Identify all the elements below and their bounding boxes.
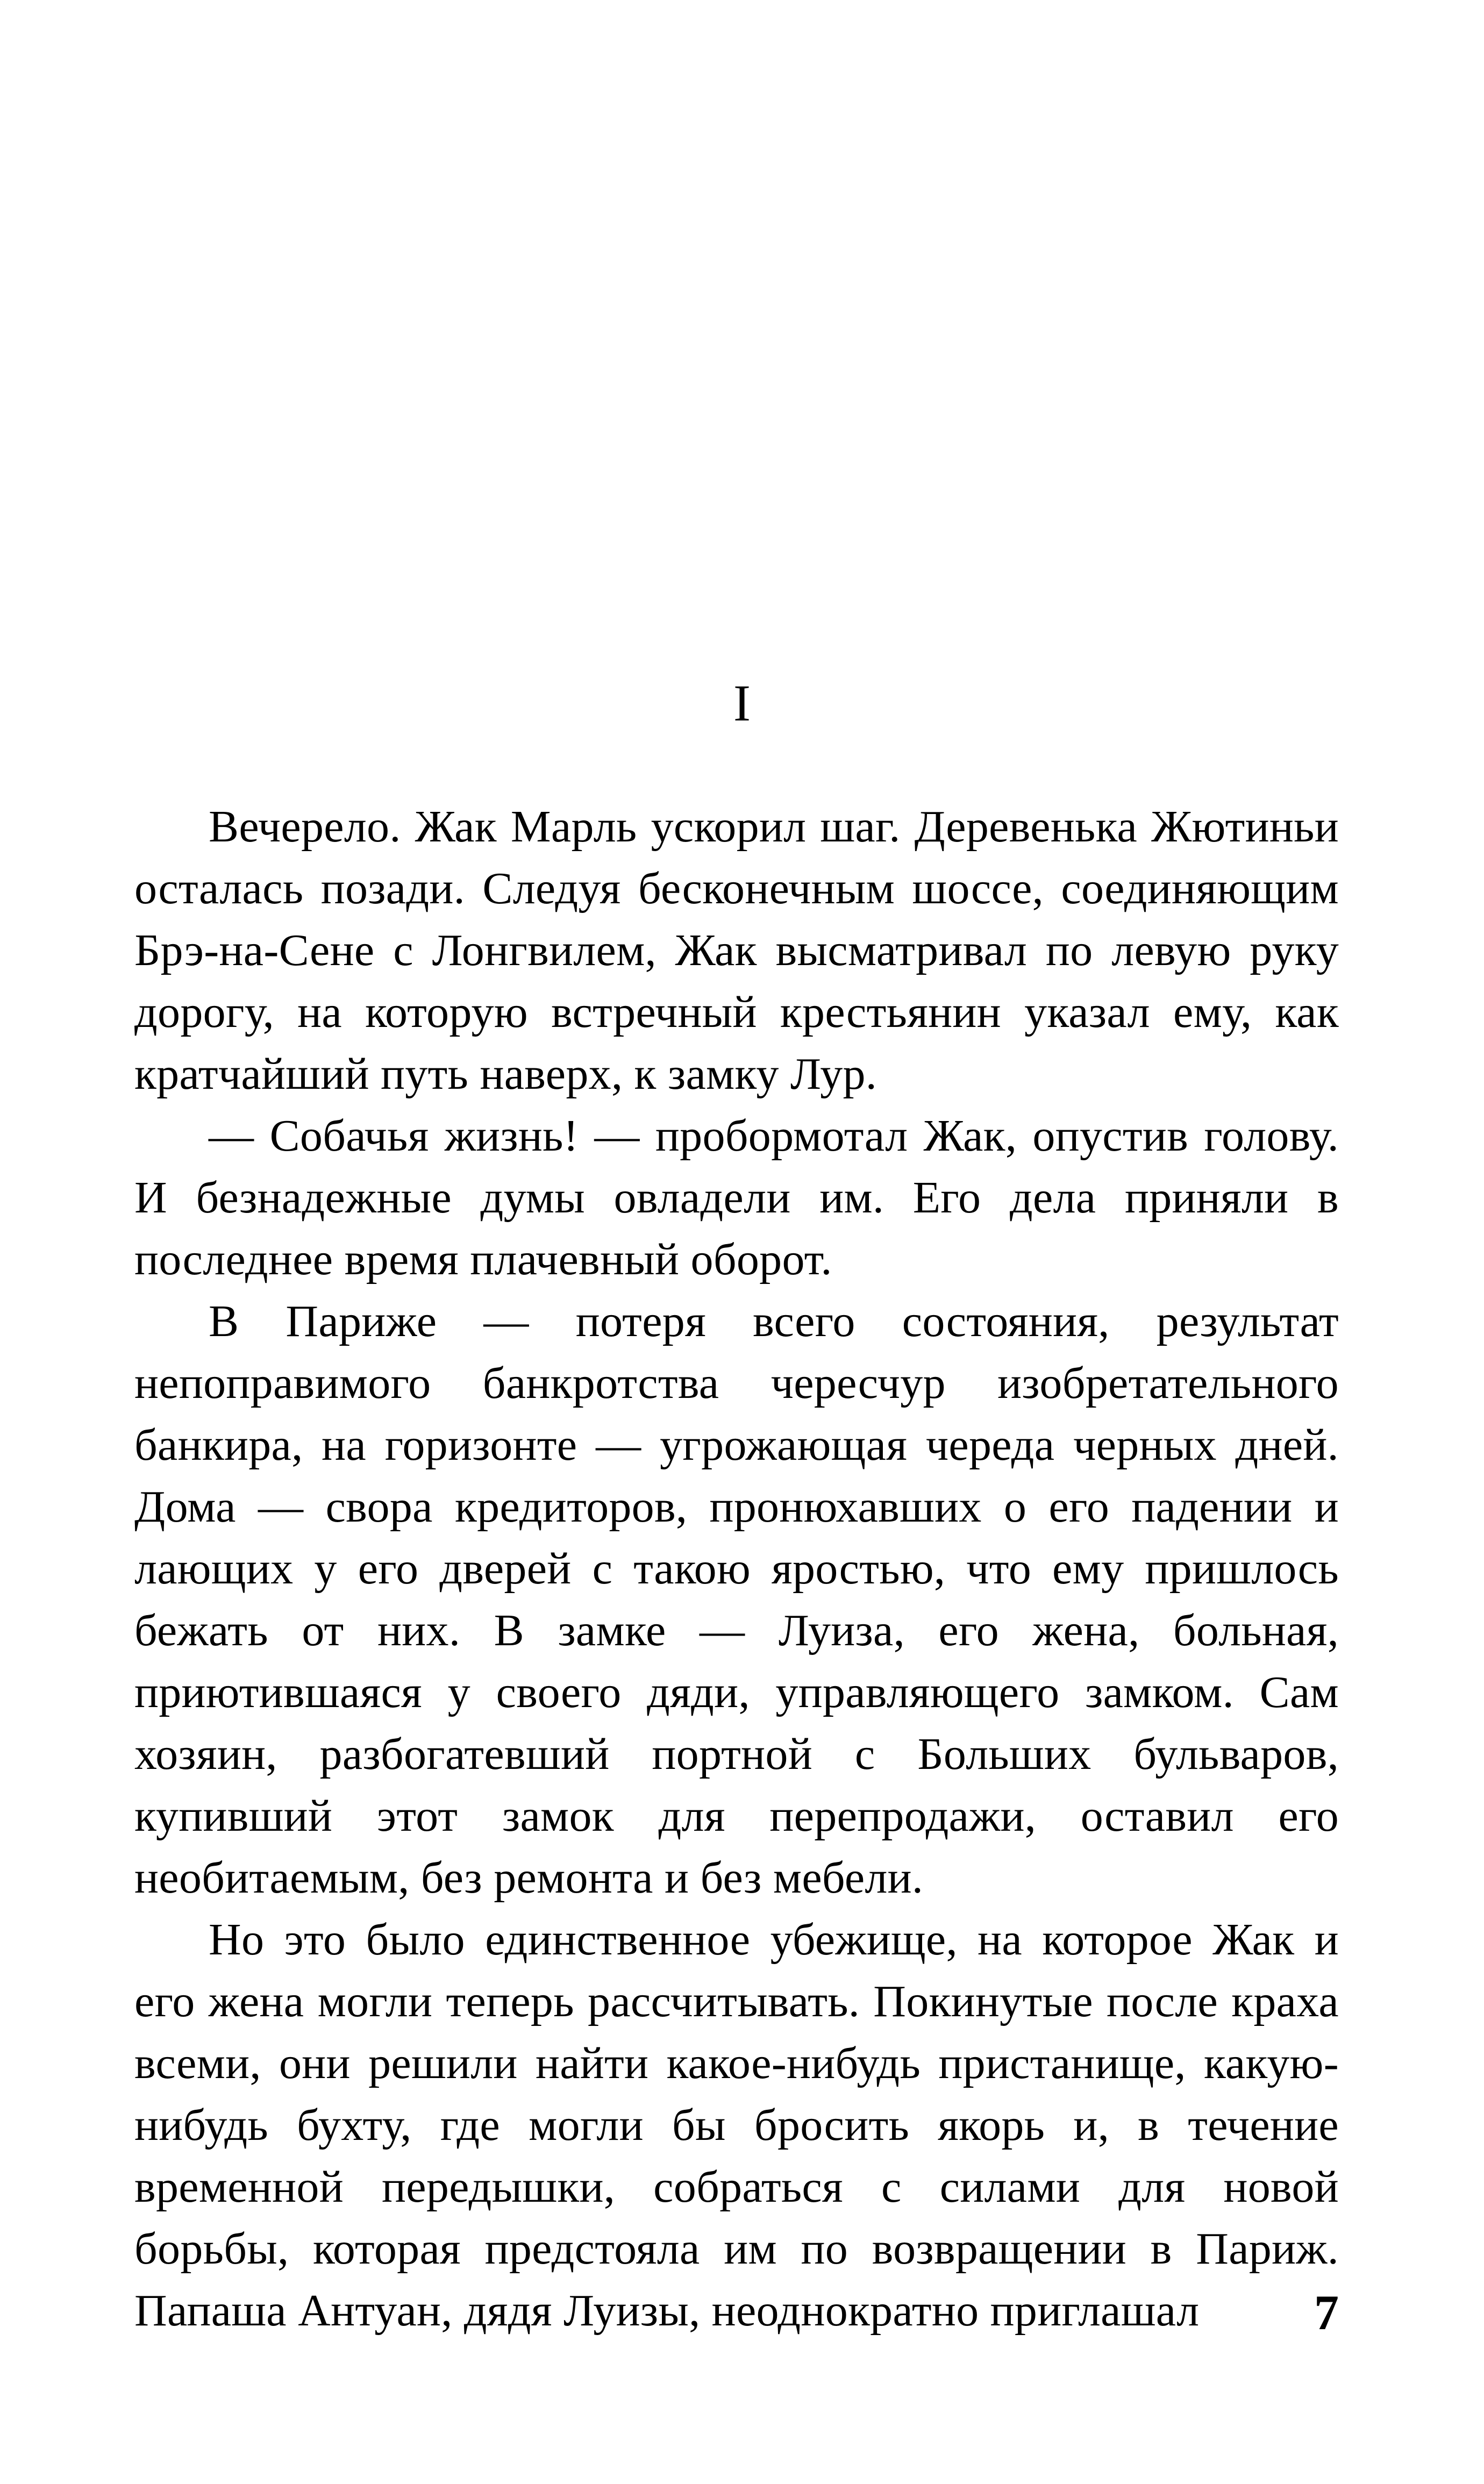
- body-text: [134, 796, 1339, 2342]
- paragraph: В Париже — потеря всего состояния, результат непоправимого банкротства чересчур изобретательного банкира, на горизонте — угрожающая череда черных дней. Дома — свора кредиторов, пронюхавших о его падении и лающих у его дверей с такою яростью, что ему пришлось бежать от них. В замке — Луиза, его жена, больная, приютившаяся у своего дяди, управляющего замком. Сам хозяин, разбогатевший портной с Больших бульваров, купивший этот замок для перепродажи, оставил его необитаемым, без ремонта и без мебели.: [134, 1296, 1339, 1903]
- paragraph: Вечерело. Жак Марль ускорил шаг. Деревенька Жютиньи осталась позади. Следуя бесконечным шоссе, соединяющим Брэ-на-Сене с Лонгвилем, Жак высматривал по левую руку дорогу, на которую встречный крестьянин указал ему, как кратчайший путь наверх, к замку Лур.: [134, 802, 1339, 1099]
- paragraph: Но это было единственное убежище, на которое Жак и его жена могли теперь рассчитывать. Покинутые после краха всеми, они решили найти какое-нибудь пристанище, какую-нибудь бухту, где могли бы бросить якорь и, в течение временной передышки, собраться с силами для новой борьбы, которая предстояла им по возвращении в Париж. Папаша Антуан, дядя Луизы, неоднократно приглашал: [134, 1915, 1339, 2336]
- paragraph: — Собачья жизнь! — пробормотал Жак, опустив голову. И безнадежные думы овладели им. Его дела приняли в последнее время плачевный оборот.: [134, 1111, 1339, 1284]
- page-number: 7: [1314, 2285, 1339, 2340]
- chapter-number: I: [733, 674, 751, 732]
